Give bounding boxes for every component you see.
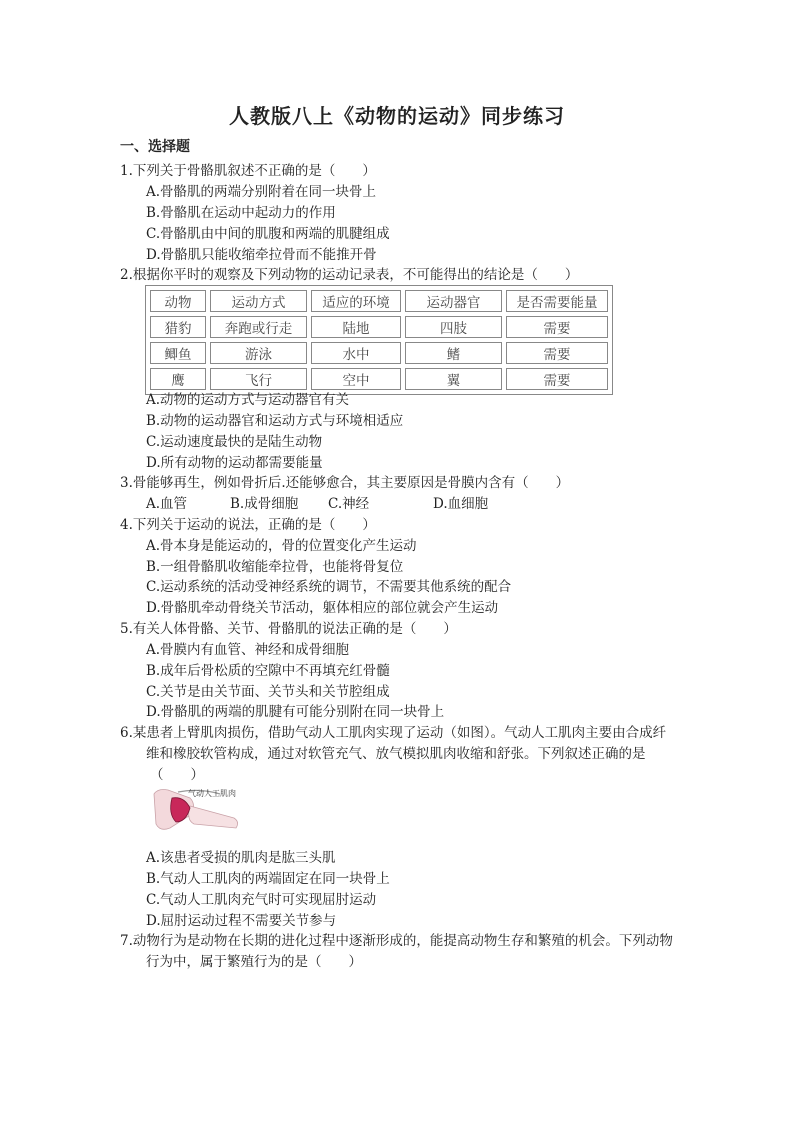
question-1-option-b: B.骨骼肌在运动中起动力的作用 <box>146 205 336 221</box>
table-header-cell: 适应的环境 <box>311 290 401 312</box>
question-7-stem-line-1: 7.动物行为是动物在长期的进化过程中逐渐形成的，能提高动物生存和繁殖的机会。下列动物 <box>120 933 673 949</box>
table-header-row <box>150 290 608 312</box>
table-cell: 猎豹 <box>150 316 206 338</box>
question-6-option-b: B.气动人工肌肉的两端固定在同一块骨上 <box>146 871 390 887</box>
table-header-cell: 动物 <box>150 290 206 312</box>
table-cell: 需要 <box>506 342 608 364</box>
question-4-option-a: A.骨本身是能运动的，骨的位置变化产生运动 <box>146 538 417 554</box>
question-3-option-a: A.血管 <box>146 496 188 512</box>
question-2-option-b: B.动物的运动器官和运动方式与环境相适应 <box>146 413 404 429</box>
question-4-option-b: B.一组骨骼肌收缩能牵拉骨，也能将骨复位 <box>146 559 404 575</box>
table-cell: 空中 <box>311 368 401 390</box>
question-3-option-b: B.成骨细胞 <box>230 496 299 512</box>
animal-movement-table <box>145 285 613 395</box>
question-6-option-c: C.气动人工肌肉充气时可实现屈肘运动 <box>146 892 377 908</box>
question-3-stem: 3.骨能够再生，例如骨折后.还能够愈合，其主要原因是骨膜内含有（ ） <box>120 475 570 491</box>
question-3-option-d: D.血细胞 <box>433 496 489 512</box>
question-6-stem-line-2: 维和橡胶软管构成，通过对软管充气、放气模拟肌肉收缩和舒张。下列叙述正确的是 <box>146 746 646 762</box>
question-1-option-a: A.骨骼肌的两端分别附着在同一块骨上 <box>146 184 377 200</box>
question-5-stem: 5.有关人体骨骼、关节、骨骼肌的说法正确的是（ ） <box>120 621 457 637</box>
question-2-stem: 2.根据你平时的观察及下列动物的运动记录表，不可能得出的结论是（ ） <box>120 267 579 283</box>
table-cell: 陆地 <box>311 316 401 338</box>
question-6-stem-line-1: 6.某患者上臂肌肉损伤，借助气动人工肌肉实现了运动（如图）。气动人工肌肉主要由合成纤 <box>120 725 667 741</box>
table-header-cell: 运动器官 <box>405 290 502 312</box>
table-cell: 需要 <box>506 316 608 338</box>
question-5-option-b: B.成年后骨松质的空隙中不再填充红骨髓 <box>146 663 390 679</box>
question-6-option-d: D.屈肘运动过程不需要关节参与 <box>146 913 337 929</box>
table-cell: 游泳 <box>210 342 307 364</box>
table-row <box>150 316 608 338</box>
table-header-cell: 运动方式 <box>210 290 307 312</box>
table-cell: 需要 <box>506 368 608 390</box>
question-2-option-d: D.所有动物的运动都需要能量 <box>146 455 323 471</box>
question-1-option-d: D.骨骼肌只能收缩牵拉骨而不能推开骨 <box>146 247 377 263</box>
question-4-stem: 4.下列关于运动的说法，正确的是（ ） <box>120 517 376 533</box>
table-cell: 鹰 <box>150 368 206 390</box>
question-4-option-c: C.运动系统的活动受神经系统的调节，不需要其他系统的配合 <box>146 579 512 595</box>
table-cell: 飞行 <box>210 368 307 390</box>
question-1-stem: 1.下列关于骨骼肌叙述不正确的是（ ） <box>120 163 376 179</box>
table-cell: 四肢 <box>405 316 502 338</box>
question-4-option-d: D.骨骼肌牵动骨绕关节活动，躯体相应的部位就会产生运动 <box>146 600 499 616</box>
table-cell: 翼 <box>405 368 502 390</box>
page-title: 人教版八上《动物的运动》同步练习 <box>229 104 565 128</box>
table-cell: 水中 <box>311 342 401 364</box>
table-header-cell: 是否需要能量 <box>506 290 608 312</box>
question-2-option-a: A.动物的运动方式与运动器官有关 <box>146 392 350 408</box>
section-heading: 一、选择题 <box>120 139 190 155</box>
table-row <box>150 342 608 364</box>
question-3-options <box>146 492 488 512</box>
question-7-stem-line-2: 行为中，属于繁殖行为的是（ ） <box>146 954 362 970</box>
table-cell: 鳍 <box>405 342 502 364</box>
question-5-option-c: C.关节是由关节面、关节头和关节腔组成 <box>146 684 390 700</box>
table-row <box>150 368 608 390</box>
table-cell: 鲫鱼 <box>150 342 206 364</box>
question-2-option-c: C.运动速度最快的是陆生动物 <box>146 434 323 450</box>
question-3-option-c: C.神经 <box>328 496 370 512</box>
table-cell: 奔跑或行走 <box>210 316 307 338</box>
artificial-muscle-figure <box>150 784 242 838</box>
question-6-option-a: A.该患者受损的肌肉是肱三头肌 <box>146 850 336 866</box>
question-6-stem-line-3: （ ） <box>150 767 204 783</box>
question-5-option-d: D.骨骼肌的两端的肌腱有可能分别附在同一块骨上 <box>146 704 445 720</box>
figure-label: 气动人工肌肉 <box>188 789 236 798</box>
question-1-option-c: C.骨骼肌由中间的肌腹和两端的肌腱组成 <box>146 226 390 242</box>
question-5-option-a: A.骨膜内有血管、神经和成骨细胞 <box>146 642 350 658</box>
